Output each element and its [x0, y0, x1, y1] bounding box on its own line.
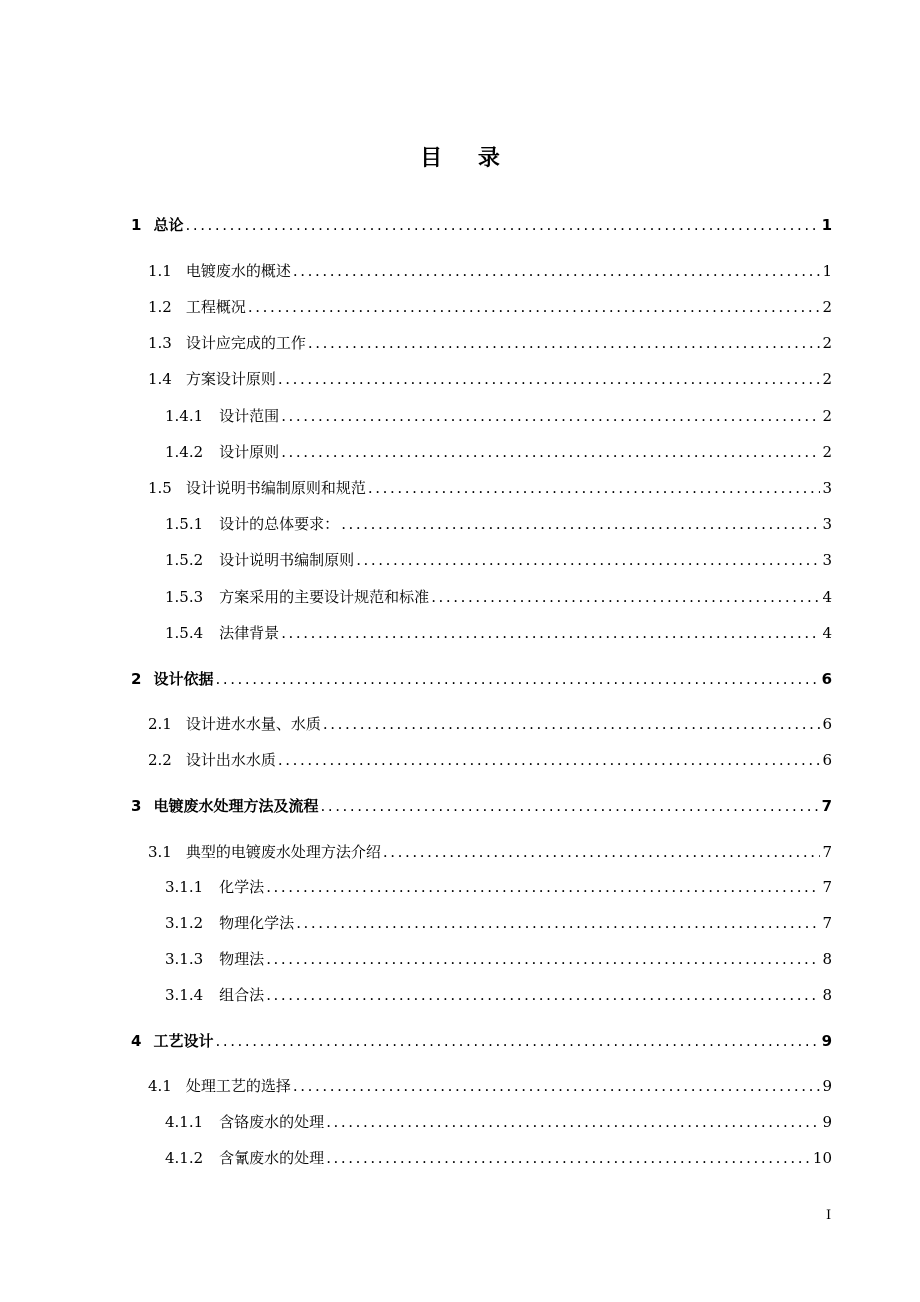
toc-entry-label: 设计原则 — [219, 443, 280, 461]
toc-entry[interactable] — [165, 441, 832, 463]
toc-entry-page: 7 — [821, 797, 832, 815]
toc-entry[interactable] — [165, 622, 832, 644]
toc-entry-page: 7 — [822, 914, 832, 932]
toc-entry-page: 4 — [822, 624, 832, 642]
toc-entry-label: 工艺设计 — [153, 1032, 214, 1050]
toc-entry[interactable] — [165, 1111, 832, 1133]
toc-dot-leader — [308, 332, 821, 354]
toc-entry[interactable] — [148, 713, 832, 735]
toc-dot-leader — [293, 1075, 821, 1097]
toc-entry-label: 电镀废水处理方法及流程 — [153, 797, 319, 815]
toc-dot-leader — [368, 477, 821, 499]
toc-entry-number: 1.2 — [148, 298, 172, 316]
toc-entry-label: 设计范围 — [219, 407, 280, 425]
toc-dot-leader — [281, 622, 820, 644]
toc-dot-leader — [278, 368, 821, 390]
toc-entry-page: 2 — [822, 334, 832, 352]
toc-entry-page: 6 — [822, 751, 832, 769]
toc-entry-number: 1.4 — [148, 370, 172, 388]
toc-entry-number: 1.4.1 — [165, 407, 204, 425]
toc-dot-leader — [185, 214, 819, 236]
toc-entry[interactable] — [131, 1030, 832, 1052]
toc-entry-page: 3 — [822, 515, 832, 533]
toc-dot-leader — [281, 405, 820, 427]
toc-entry[interactable] — [165, 405, 832, 427]
toc-entry-number: 1.5 — [148, 479, 172, 497]
toc-entry-number: 1.5.3 — [165, 588, 204, 606]
toc-entry-page: 9 — [822, 1077, 832, 1095]
toc-entry-number: 1.1 — [148, 262, 172, 280]
toc-dot-leader — [266, 984, 820, 1006]
toc-entry[interactable] — [148, 296, 832, 318]
toc-dot-leader — [326, 1111, 820, 1133]
toc-entry-number: 1.5.4 — [165, 624, 204, 642]
footer-page-number: I — [826, 1208, 832, 1223]
toc-entry[interactable] — [165, 876, 832, 898]
toc-entry-page: 4 — [822, 588, 832, 606]
toc-entry-label: 方案设计原则 — [185, 370, 276, 388]
toc-entry-page: 2 — [822, 443, 832, 461]
toc-entry-number: 3.1.4 — [165, 986, 204, 1004]
toc-dot-leader — [341, 513, 820, 535]
toc-entry-page: 7 — [822, 843, 832, 861]
toc-dot-leader — [326, 1147, 811, 1169]
toc-entry-label: 设计出水水质 — [185, 751, 276, 769]
toc-dot-leader — [266, 948, 820, 970]
toc-entry[interactable] — [148, 1075, 832, 1097]
toc-entry[interactable] — [148, 841, 832, 863]
toc-dot-leader — [266, 876, 820, 898]
toc-entry-page: 2 — [822, 298, 832, 316]
toc-entry[interactable] — [165, 1147, 832, 1169]
toc-entry-label: 设计说明书编制原则 — [219, 551, 355, 569]
toc-entry[interactable] — [165, 586, 832, 608]
toc-entry-label: 电镀废水的概述 — [185, 262, 291, 280]
toc-entry-label: 工程概况 — [185, 298, 246, 316]
toc-entry-page: 2 — [822, 370, 832, 388]
toc-entry[interactable] — [148, 368, 832, 390]
toc-entry-label: 含氰废水的处理 — [219, 1149, 325, 1167]
toc-entry-label: 典型的电镀废水处理方法介绍 — [185, 843, 381, 861]
toc-entry-number: 4 — [131, 1032, 142, 1050]
toc-entry[interactable] — [148, 477, 832, 499]
toc-entry-label: 设计依据 — [153, 670, 214, 688]
toc-entry-number: 3 — [131, 797, 142, 815]
toc-entry-label: 化学法 — [219, 878, 265, 896]
toc-entry-page: 3 — [822, 551, 832, 569]
toc-entry-label: 含铬废水的处理 — [219, 1113, 325, 1131]
toc-entry[interactable] — [165, 513, 832, 535]
toc-entry-number: 1.3 — [148, 334, 172, 352]
toc-entry[interactable] — [148, 260, 832, 282]
toc-dot-leader — [431, 586, 820, 608]
toc-entry[interactable] — [165, 948, 832, 970]
toc-entry-number: 4.1 — [148, 1077, 172, 1095]
toc-entry[interactable] — [131, 795, 832, 817]
toc-dot-leader — [215, 1030, 819, 1052]
toc-entry-label: 法律背景 — [219, 624, 280, 642]
toc-entry-page: 9 — [822, 1113, 832, 1131]
toc-entry-number: 1.5.2 — [165, 551, 204, 569]
toc-entry-label: 物理化学法 — [219, 914, 295, 932]
toc-entry-label: 设计进水水量、水质 — [185, 715, 321, 733]
toc-entry-number: 4.1.2 — [165, 1149, 204, 1167]
toc-dot-leader — [323, 713, 821, 735]
page-title: 目 录 — [420, 146, 514, 171]
toc-dot-leader — [248, 296, 821, 318]
toc-entry-label: 组合法 — [219, 986, 265, 1004]
toc-entry-number: 4.1.1 — [165, 1113, 204, 1131]
toc-entry-number: 3.1.1 — [165, 878, 204, 896]
toc-entry[interactable] — [131, 668, 832, 690]
toc-entry-page: 8 — [822, 986, 832, 1004]
toc-entry-page: 7 — [822, 878, 832, 896]
toc-entry-page: 9 — [821, 1032, 832, 1050]
toc-entry-page: 8 — [822, 950, 832, 968]
toc-entry-number: 2.2 — [148, 751, 172, 769]
toc-entry-label: 物理法 — [219, 950, 265, 968]
toc-entry-page: 2 — [822, 407, 832, 425]
toc-dot-leader — [293, 260, 821, 282]
toc-entry-label: 设计说明书编制原则和规范 — [185, 479, 366, 497]
toc-entry[interactable] — [148, 332, 832, 354]
toc-entry-number: 2.1 — [148, 715, 172, 733]
toc-entry[interactable] — [165, 984, 832, 1006]
toc-entry-label: 总论 — [153, 216, 184, 234]
toc-entry-page: 10 — [812, 1149, 832, 1167]
toc-dot-leader — [296, 912, 820, 934]
toc-entry-label: 设计应完成的工作 — [185, 334, 306, 352]
toc-dot-leader — [278, 749, 821, 771]
toc-entry-page: 1 — [822, 262, 832, 280]
toc-entry[interactable] — [165, 912, 832, 934]
toc-entry-number: 3.1.3 — [165, 950, 204, 968]
toc-entry-label: 处理工艺的选择 — [185, 1077, 291, 1095]
toc-entry-page: 6 — [821, 670, 832, 688]
toc-entry-number: 2 — [131, 670, 142, 688]
toc-dot-leader — [281, 441, 820, 463]
toc-entry-label: 设计的总体要求： — [219, 515, 340, 533]
toc-entry-page: 6 — [822, 715, 832, 733]
toc-entry[interactable] — [148, 749, 832, 771]
toc-entry-number: 3.1.2 — [165, 914, 204, 932]
toc-entry-number: 1.5.1 — [165, 515, 204, 533]
toc-entry-number: 1 — [131, 216, 142, 234]
toc-dot-leader — [383, 841, 821, 863]
toc-entry-number: 3.1 — [148, 843, 172, 861]
toc-dot-leader — [320, 795, 819, 817]
toc-dot-leader — [215, 668, 819, 690]
toc-entry-number: 1.4.2 — [165, 443, 204, 461]
toc-entry-page: 1 — [821, 216, 832, 234]
toc-dot-leader — [356, 549, 820, 571]
toc-entry[interactable] — [165, 549, 832, 571]
toc-entry[interactable] — [131, 214, 832, 236]
toc-entry-label: 方案采用的主要设计规范和标准 — [219, 588, 430, 606]
toc-entry-page: 3 — [822, 479, 832, 497]
